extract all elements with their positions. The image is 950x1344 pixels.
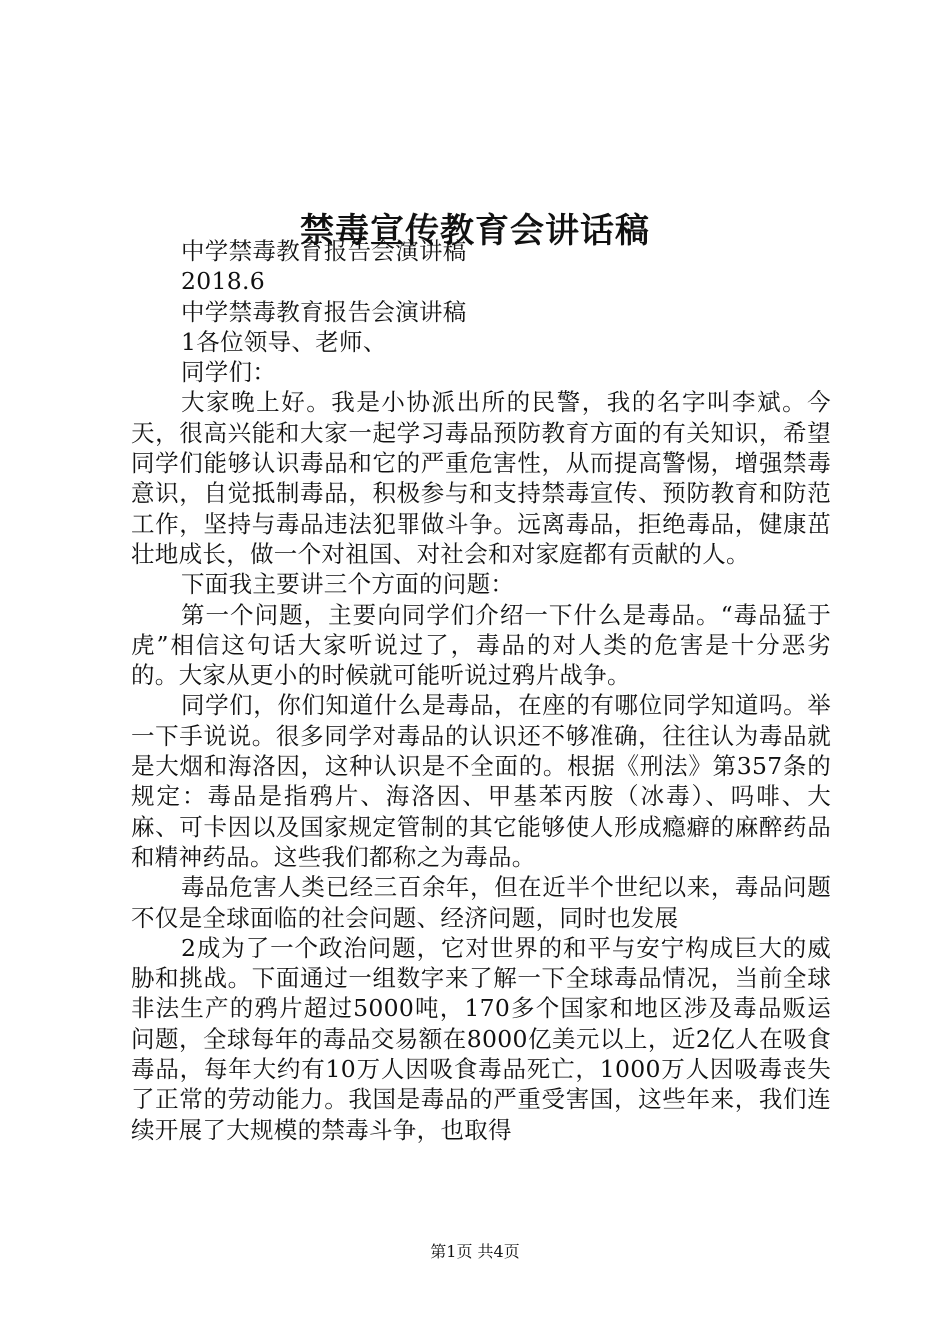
paragraph-first-issue: 第一个问题，主要向同学们介绍一下什么是毒品。“毒品猛于虎”相信这句话大家听说过了，毒品的对人类的危害是十分恶劣的。大家从更小的时候就可能听说过鸦片战争。 bbox=[131, 600, 831, 690]
paragraph-subtitle: 中学禁毒教育报告会演讲稿 bbox=[181, 237, 467, 265]
paragraph-outline: 下面我主要讲三个方面的问题： bbox=[181, 570, 515, 599]
paragraph-statistics: 2成为了一个政治问题，它对世界的和平与安宁构成巨大的威胁和挑战。下面通过一组数字来了解一下全球毒品情况，当前全球非法生产的鸦片超过5000吨，170多个国家和地区涉及毒品贩运问题，全球每年的毒品交易额在8000亿美元以上，近2亿人在吸食毒品，每年大约有10万人因吸食毒品死亡，1000万人因吸毒丧失了正常的劳动能力。我国是毒品的严重受害国，这些年来，我们连续开展了大规模的禁毒斗争，也取得 bbox=[131, 933, 831, 1144]
paragraph-salutation-1: 1各位领导、老师、 bbox=[181, 327, 387, 356]
paragraph-salutation-2: 同学们： bbox=[181, 358, 277, 387]
page-footer: 第1页 共4页 bbox=[430, 1242, 520, 1261]
paragraph-date: 2018.6 bbox=[181, 267, 266, 296]
paragraph-subtitle-repeat: 中学禁毒教育报告会演讲稿 bbox=[181, 297, 467, 326]
paragraph-definition: 同学们，你们知道什么是毒品，在座的有哪位同学知道吗。举一下手说说。很多同学对毒品的认识还不够准确，往往认为毒品就是大烟和海洛因，这种认识是不全面的。根据《刑法》第357条的规定：毒品是指鸦片、海洛因、甲基苯丙胺（冰毒）、吗啡、大麻、可卡因以及国家规定管制的其它能够使人形成瘾癖的麻醉药品和精神药品。这些我们都称之为毒品。 bbox=[131, 691, 831, 871]
paragraph-greeting: 大家晚上好。我是小协派出所的民警，我的名字叫李斌。今天，很高兴能和大家一起学习毒品预防教育方面的有关知识，希望同学们能够认识毒品和它的严重危害性，从而提高警惕，增强禁毒意识，自觉抵制毒品，积极参与和支持禁毒宣传、预防教育和防范工作，坚持与毒品违法犯罪做斗争。远离毒品，拒绝毒品，健康茁壮地成长，做一个对祖国、对社会和对家庭都有贡献的人。 bbox=[131, 388, 831, 568]
document-body bbox=[131, 236, 831, 1145]
document-title: 禁毒宣传教育会讲话稿 bbox=[300, 210, 650, 251]
paragraph-history: 毒品危害人类已经三百余年，但在近半个世纪以来，毒品问题不仅是全球面临的社会问题、经济问题，同时也发展 bbox=[131, 873, 831, 932]
